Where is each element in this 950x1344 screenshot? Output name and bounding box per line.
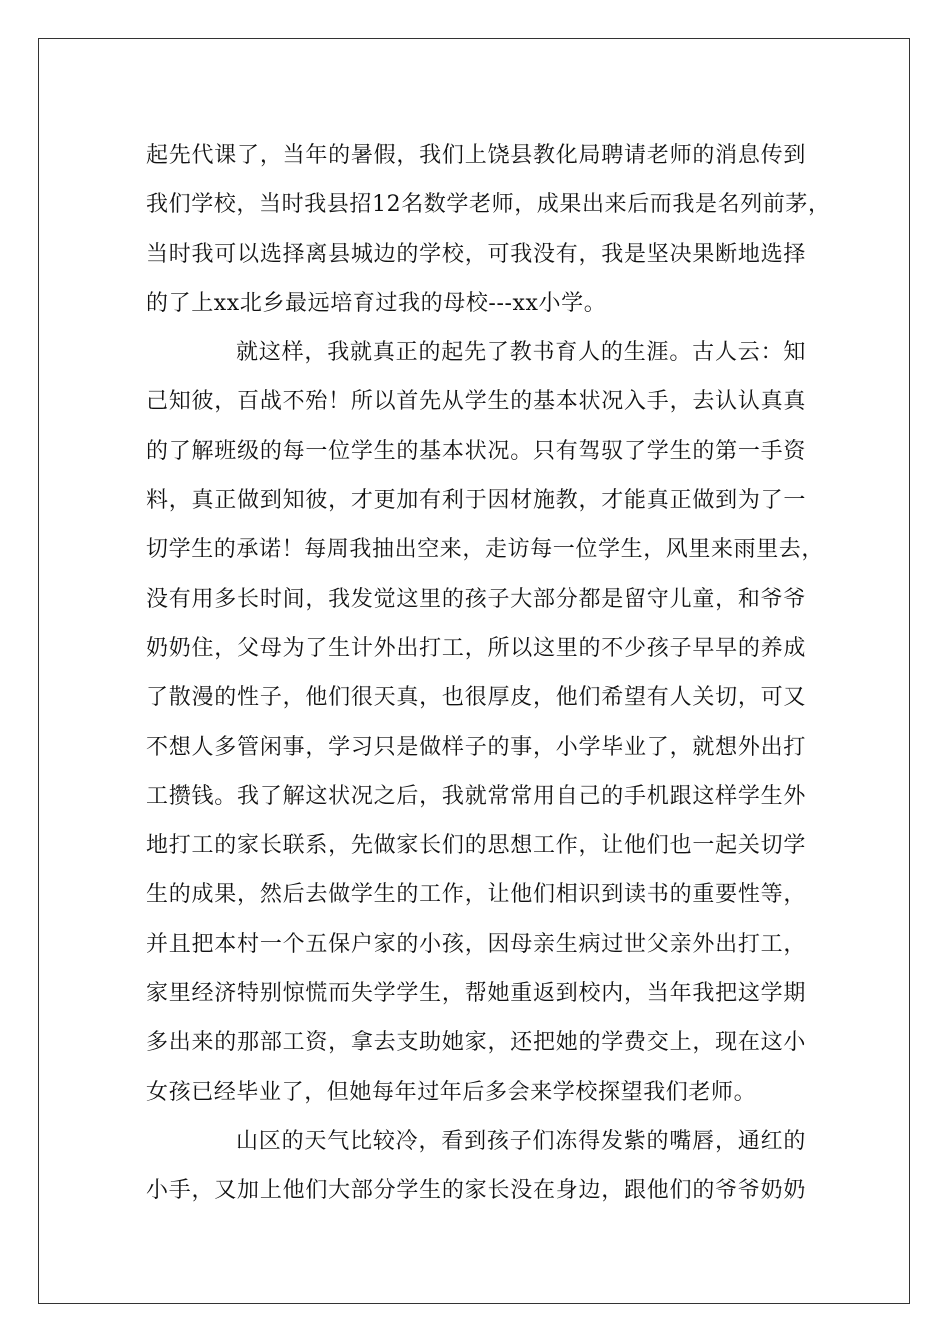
paragraph-2	[146, 328, 825, 1117]
text-line: 切学生的承诺！每周我抽出空来，走访每一位学生，风里来雨里去，	[146, 537, 825, 563]
text-line: 的了解班级的每一位学生的基本状况。只有驾驭了学生的第一手资	[146, 438, 806, 464]
text-line: 家里经济特别惊慌而失学学生，帮她重返到校内，当年我把这学期	[146, 981, 806, 1007]
text-line: 不想人多管闲事，学习只是做样子的事，小学毕业了，就想外出打	[146, 734, 806, 760]
text-line: 己知彼，百战不殆！所以首先从学生的基本状况入手，去认认真真	[146, 389, 806, 415]
text-line: 我们学校，当时我县招12名数学老师，成果出来后而我是名列前茅，	[146, 192, 831, 218]
text-line: 地打工的家长联系，先做家长们的思想工作，让他们也一起关切学	[146, 833, 806, 859]
text-line: 没有用多长时间，我发觉这里的孩子大部分都是留守儿童，和爷爷	[146, 586, 806, 612]
text-line: 料，真正做到知彼，才更加有利于因材施教，才能真正做到为了一	[146, 488, 806, 514]
text-line: 女孩已经毕业了，但她每年过年后多会来学校探望我们老师。	[146, 1079, 757, 1105]
text-line: 就这样，我就真正的起先了教书育人的生涯。古人云：知	[236, 340, 806, 366]
text-line: 山区的天气比较冷，看到孩子们冻得发紫的嘴唇，通红的	[236, 1128, 806, 1154]
text-line: 了散漫的性子，他们很天真，也很厚皮，他们希望有人关切，可又	[146, 685, 806, 711]
document-body	[146, 131, 831, 1216]
paragraph-3	[146, 1117, 806, 1216]
text-line: 工攒钱。我了解这状况之后，我就常常用自己的手机跟这样学生外	[146, 783, 806, 809]
text-line: 小手，又加上他们大部分学生的家长没在身边，跟他们的爷爷奶奶	[146, 1178, 806, 1204]
text-line: 并且把本村一个五保户家的小孩，因母亲生病过世父亲外出打工，	[146, 931, 806, 957]
text-line: 当时我可以选择离县城边的学校，可我没有，我是坚决果断地选择	[146, 241, 806, 267]
text-line: 生的成果，然后去做学生的工作，让他们相识到读书的重要性等，	[146, 882, 806, 908]
text-line: 奶奶住，父母为了生计外出打工，所以这里的不少孩子早早的养成	[146, 635, 806, 661]
text-line: 多出来的那部工资，拿去支助她家，还把她的学费交上，现在这小	[146, 1030, 806, 1056]
text-line: 的了上xx北乡最远培育过我的母校---xx小学。	[146, 290, 607, 316]
text-line: 起先代课了，当年的暑假，我们上饶县教化局聘请老师的消息传到	[146, 143, 806, 168]
paragraph-1	[146, 131, 831, 328]
